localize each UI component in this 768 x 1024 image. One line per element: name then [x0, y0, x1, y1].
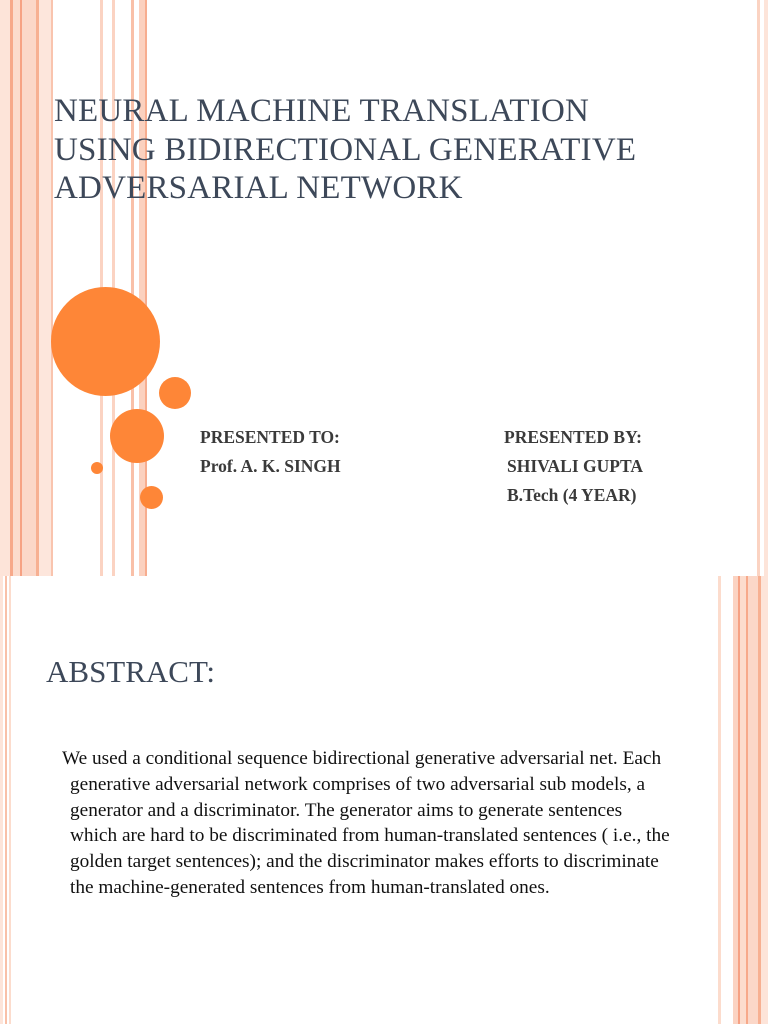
decor-stripe [748, 576, 758, 1024]
decor-stripe [131, 0, 134, 576]
decor-stripe [718, 576, 721, 1024]
slide-title: NEURAL MACHINE TRANSLATION USING BIDIRECTIONAL GENERATIVE ADVERSARIAL NETWORK [54, 93, 637, 206]
decor-circle-large [51, 287, 160, 396]
decor-circle [91, 462, 103, 474]
decor-circle [110, 409, 164, 463]
decor-stripe [9, 576, 11, 1024]
abstract-slide [0, 576, 768, 1024]
decor-stripe [51, 0, 53, 576]
decor-stripe [39, 0, 51, 576]
presented-to-label: PRESENTED TO: [200, 427, 340, 447]
decor-stripe [0, 576, 3, 1024]
decor-stripe [761, 576, 768, 1024]
presented-by-class: B.Tech (4 YEAR) [507, 485, 637, 505]
decor-stripe [764, 0, 768, 576]
presented-to-name: Prof. A. K. SINGH [200, 456, 341, 476]
decor-circle [140, 486, 163, 509]
presented-by-label: PRESENTED BY: [504, 427, 642, 447]
decor-stripe [5, 576, 7, 1024]
abstract-body: We used a conditional sequence bidirectional generative adversarial net. Each generative adversarial network comprises of two adversarial sub models, a generator and a discriminator. The generator aims to generate sentences which are hard to be discriminated from human-translated sentences ( i.e., the golden target sentences); and the discriminator makes efforts to discriminate the machine-generated sentences from human-translated ones. [62, 748, 670, 898]
decor-stripe [22, 0, 36, 576]
abstract-heading: ABSTRACT: [46, 654, 215, 689]
presented-by-name: SHIVALI GUPTA [507, 456, 643, 476]
decor-stripe [13, 0, 20, 576]
decor-stripe [0, 0, 10, 576]
decor-stripe [757, 0, 760, 576]
decor-circle [159, 377, 191, 409]
